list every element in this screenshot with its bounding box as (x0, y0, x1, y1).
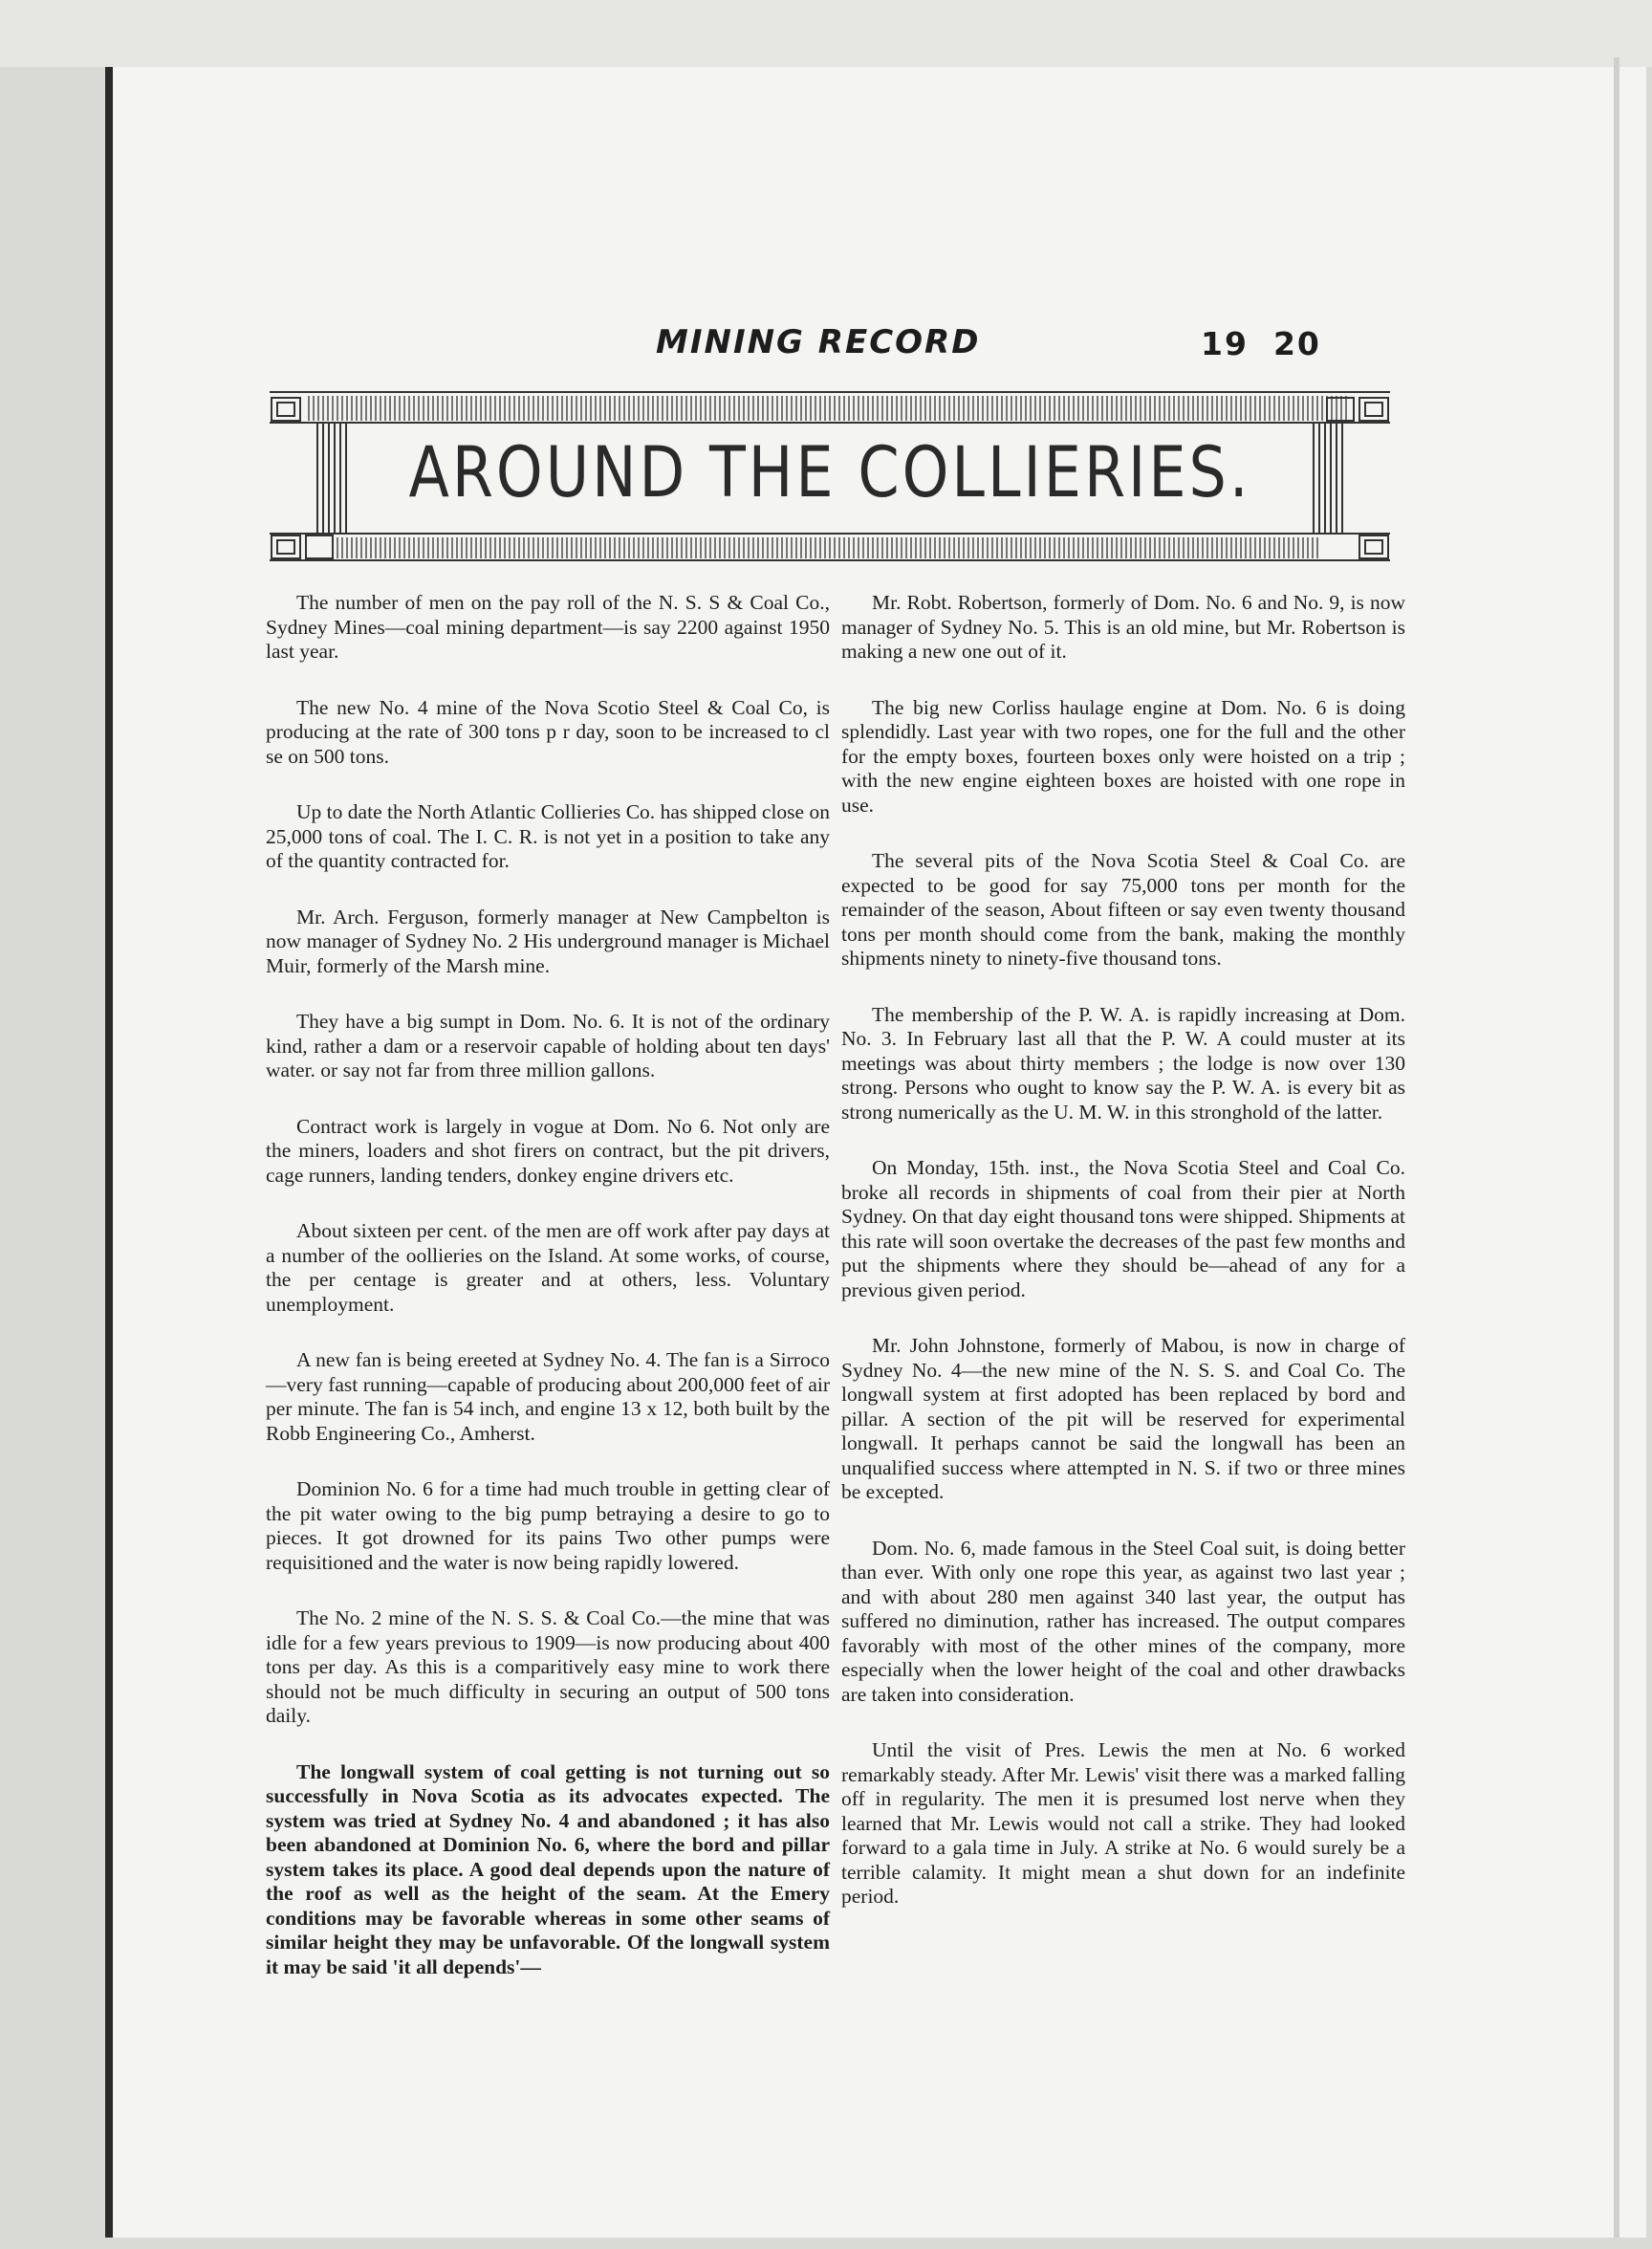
section-title: AROUND THE COLLIERIES. (408, 430, 1251, 513)
publication-title: MINING RECORD (656, 323, 981, 361)
left-column (266, 591, 830, 2011)
news-item: Mr. John Johnstone, formerly of Mabou, is now in charge of Sydney No. 4—the new mine of the N. S. S. and Coal Co. The longwall system at first adopted has been replaced by bord and pillar. A section of the pit will be reserved for experimental longwall. It perhaps cannot be said the longwall has been an unqualified success where attempted in N. S. if two or three mines be excepted. (841, 1334, 1405, 1503)
news-item: Until the visit of Pres. Lewis the men at No. 6 worked remarkably steady. After Mr. Lewis' visit there was a marked falling off in regularity. The men it is presumed lost nerve when they learned that Mr. Lewis would not call a strike. They had looked forward to a gala time in July. A strike at No. 6 would surely be a terrible calamity. It might mean a shut down for an indefinite period. (841, 1738, 1405, 1908)
year-part-1: 19 (1201, 325, 1249, 362)
news-item: The No. 2 mine of the N. S. S. & Coal Co.—the mine that was idle for a few years previous to 1909—is now producing about 400 tons per day. As this is a comparitively easy mine to work there should not be much difficulty in securing an output of 500 tons daily. (266, 1606, 830, 1727)
news-item: Dom. No. 6, made famous in the Steel Coal suit, is doing better than ever. With only one rope this year, as against two last year ; and with about 280 men against 340 last year, the output has suffered no diminution, rather has increased. The output compares favorably with most of the other mines of the company, more especially when the lower height of the coal and other drawbacks are taken into consideration. (841, 1536, 1405, 1706)
news-item: The new No. 4 mine of the Nova Scotio Steel & Coal Co, is producing at the rate of 300 tons p r day, soon to be increased to cl se on 500 tons. (266, 695, 830, 768)
section-banner (270, 384, 1390, 566)
news-item: Up to date the North Atlantic Collieries Co. has shipped close on 25,000 tons of coal. The I. C. R. is not yet in a position to take any of the quantity contracted for. (266, 800, 830, 872)
page-edge (1614, 57, 1619, 2238)
news-item: On Monday, 15th. inst., the Nova Scotia Steel and Coal Co. broke all records in shipments of coal from their pier at North Sydney. On that day eight thousand tons were shipped. Shipments at this rate will soon overtake the decreases of the past few months and put the shipments where they should be—ahead of any for a previous given period. (841, 1156, 1405, 1301)
right-column (841, 591, 1405, 1941)
news-item: Contract work is largely in vogue at Dom. No 6. Not only are the miners, loaders and shot firers on contract, but the pit drivers, cage runners, landing tenders, donkey engine drivers etc. (266, 1114, 830, 1187)
news-item: They have a big sumpt in Dom. No. 6. It is not of the ordinary kind, rather a dam or a reservoir capable of holding about ten days' water. or say not far from three million gallons. (266, 1010, 830, 1081)
publication-year (1201, 325, 1354, 362)
binding-edge (105, 67, 113, 2238)
year-part-2: 20 (1272, 325, 1321, 362)
news-item: About sixteen per cent. of the men are off work after pay days at a number of the oollieries on the Island. At some works, of course, the per centage is greater and at others, less. Voluntary unemployment. (266, 1219, 830, 1316)
news-item: The several pits of the Nova Scotia Steel & Coal Co. are expected to be good for say 75,000 tons per month for the remainder of the season, About fifteen or say even twenty thousand tons per month should come from the bank, making the monthly shipments ninety to ninety-five thousand tons. (841, 849, 1405, 970)
news-item: The membership of the P. W. A. is rapidly increasing at Dom. No. 3. In February last all that the P. W. A could muster at its meetings was about thirty members ; the lodge is now over 130 strong. Persons who ought to know say the P. W. A. is every bit as strong numerically as the U. M. W. in this stronghold of the latter. (841, 1002, 1405, 1124)
news-item: The longwall system of coal getting is not turning out so successfully in Nova Scotia as its advocates expected. The system was tried at Sydney No. 4 and abandoned ; it has also been abandoned at Dominion No. 6, where the bord and pillar system takes its place. A good deal depends upon the nature of the roof as well as the height of the seam. At the Emery conditions may be favorable whereas in some other seams of similar height they may be unfavorable. Of the longwall system it may be said 'it all depends'— (266, 1759, 830, 1978)
scan-margin (0, 0, 1652, 67)
news-item: The number of men on the pay roll of the N. S. S & Coal Co., Sydney Mines—coal mining department—is say 2200 against 1950 last year. (266, 591, 830, 663)
news-item: A new fan is being ereeted at Sydney No. 4. The fan is a Sirroco—very fast running—capable of producing about 200,000 feet of air per minute. The fan is 54 inch, and engine 13 x 12, both built by the Robb Engineering Co., Amherst. (266, 1348, 830, 1445)
news-item: Dominion No. 6 for a time had much trouble in getting clear of the pit water owing to the big pump betraying a desire to go to pieces. It got drowned for its pains Two other pumps were requisitioned and the water is now being rapidly lowered. (266, 1477, 830, 1574)
news-item: The big new Corliss haulage engine at Dom. No. 6 is doing splendidly. Last year with two ropes, one for the full and the other for the empty boxes, fourteen boxes only were hoisted on a trip ; with the new engine eighteen boxes are hoisted with one rope in use. (841, 695, 1405, 817)
news-item: Mr. Arch. Ferguson, formerly manager at New Campbelton is now manager of Sydney No. 2 His underground manager is Michael Muir, formerly of the Marsh mine. (266, 905, 830, 977)
news-item: Mr. Robt. Robertson, formerly of Dom. No. 6 and No. 9, is now manager of Sydney No. 5. This is an old mine, but Mr. Robertson is making a new one out of it. (841, 591, 1405, 663)
